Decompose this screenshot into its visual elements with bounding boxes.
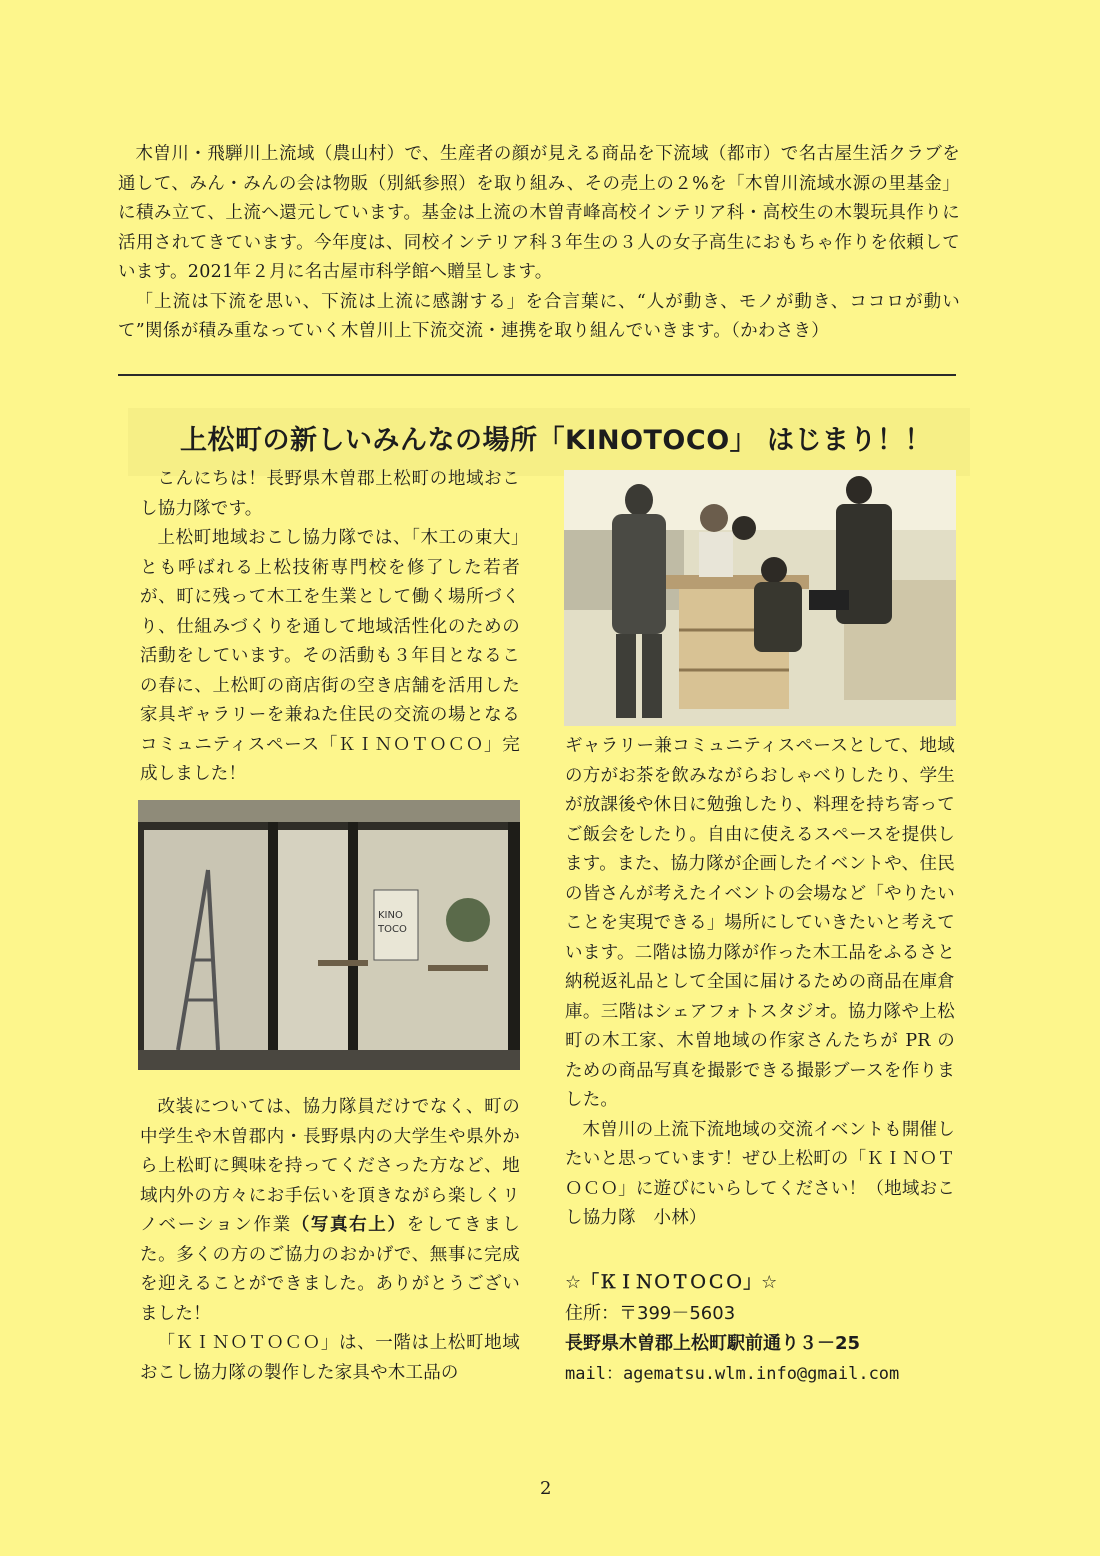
- article-left-column-bottom: [140, 1093, 520, 1388]
- storefront-photo: [138, 800, 520, 1070]
- article-right-column: [565, 732, 955, 1234]
- article-paragraph-activity: 上松町地域おこし協力隊では、「木工の東大」とも呼ばれる上松技術専門校を修了した若者が、町に残って木工を生業として働く場所づくり、仕組みづくりを通して地域活性化のための活動をしています。その活動も３年目となるこの春に、上松町の商店街の空き店舗を活用した家具ギャラリーを兼ねた住民の交流の場となるコミュニティスペース「ＫＩＮＯＴＯＣＯ」完成しました！: [140, 528, 520, 784]
- article-headline: 上松町の新しいみんなの場所「KINOTOCO」 はじまり！！: [180, 425, 933, 456]
- intro-paragraph-1: 木曽川・飛騨川上流域（農山村）で、生産者の顔が見える商品を下流域（都市）で名古屋生活クラブを通して、みん・みんの会は物販（別紙参照）を取り組み、その売上の２%を「木曽川流域水源の里基金」に積み立て、上流へ還元しています。基金は上流の木曽青峰高校インテリア科・高校生の木製玩具作りに活用されてきています。今年度は、同校インテリア科３年生の３人の女子高生におもちゃ作りを依頼しています。2021年２月に名古屋市科学館へ贈呈します。: [118, 144, 960, 282]
- section-divider: [118, 374, 956, 376]
- info-email: mail：agematsu.wlm.info@gmail.com: [565, 1364, 900, 1384]
- renovation-text-b: をしてきました。多くの方のご協力のおかげで、無事に完成を迎えることができました。ありがとうございました！: [140, 1215, 521, 1324]
- photo-reference: （写真右上）: [291, 1215, 407, 1235]
- info-postal-code: 住所：〒399－5603: [565, 1303, 736, 1324]
- article-paragraph-gallery: ギャラリー兼コミュニティスペースとして、地域の方がお茶を飲みながらおしゃべりしたり、学生が放課後や休日に勉強したり、料理を持ち寄ってご飯会をしたり。自由に使えるスペースを提供します。また、協力隊が企画したイベントや、住民の皆さんが考えたイベントの会場など「やりたいことを実現できる」場所にしていきたいと考えています。二階は協力隊が作った木工品をふるさと納税返礼品として全国に届けるための商品在庫倉庫。三階はシェアフォトスタジオ。協力隊や上松町の木工家、木曽地域の作家さんたちが PR のための商品写真を撮影できる撮影ブースを作りました。: [565, 736, 955, 1110]
- workshop-photo: [564, 470, 956, 726]
- article-paragraph-kinotoco: 「ＫＩＮＯＴＯＣＯ」は、一階は上松町地域おこし協力隊の製作した家具や木工品の: [140, 1333, 520, 1383]
- kinotoco-sign-text: KINO TOCO: [378, 910, 407, 935]
- renovation-text-a: 改装については、協力隊員だけでなく、町の中学生や木曽郡内・長野県内の大学生や県外から上松町に興味を持ってくださった方など、地域内外の方々にお手伝いを頂きながら楽しくリノベーション作業: [140, 1097, 520, 1235]
- article-paragraph-invitation: 木曽川の上流下流地域の交流イベントも開催したいと思っています！ぜひ上松町の「ＫＩＮＯＴＯＣＯ」に遊びにいらしてください！（地域おこし協力隊 小林）: [565, 1119, 955, 1228]
- intro-paragraph-2: 「上流は下流を思い、下流は上流に感謝する」を合言葉に、“人が動き、モノが動き、ココロが動いて”関係が積み重なっていく木曽川上下流交流・連携を取り組んでいきます。（かわさき）: [118, 291, 960, 341]
- article-greeting: こんにちは！長野県木曽郡上松町の地域おこし協力隊です。: [140, 469, 520, 519]
- intro-section: [118, 140, 960, 347]
- workshop-illustration: [564, 470, 956, 726]
- storefront-illustration: [138, 800, 520, 1070]
- page-number: 2: [540, 1478, 552, 1499]
- info-title: ☆「ＫＩＮＯＴＯＣＯ」☆: [565, 1272, 778, 1293]
- info-address: 長野県木曽郡上松町駅前通り３－25: [565, 1333, 861, 1354]
- article-paragraph-renovation: [140, 1093, 520, 1329]
- article-left-column-top: [140, 465, 520, 790]
